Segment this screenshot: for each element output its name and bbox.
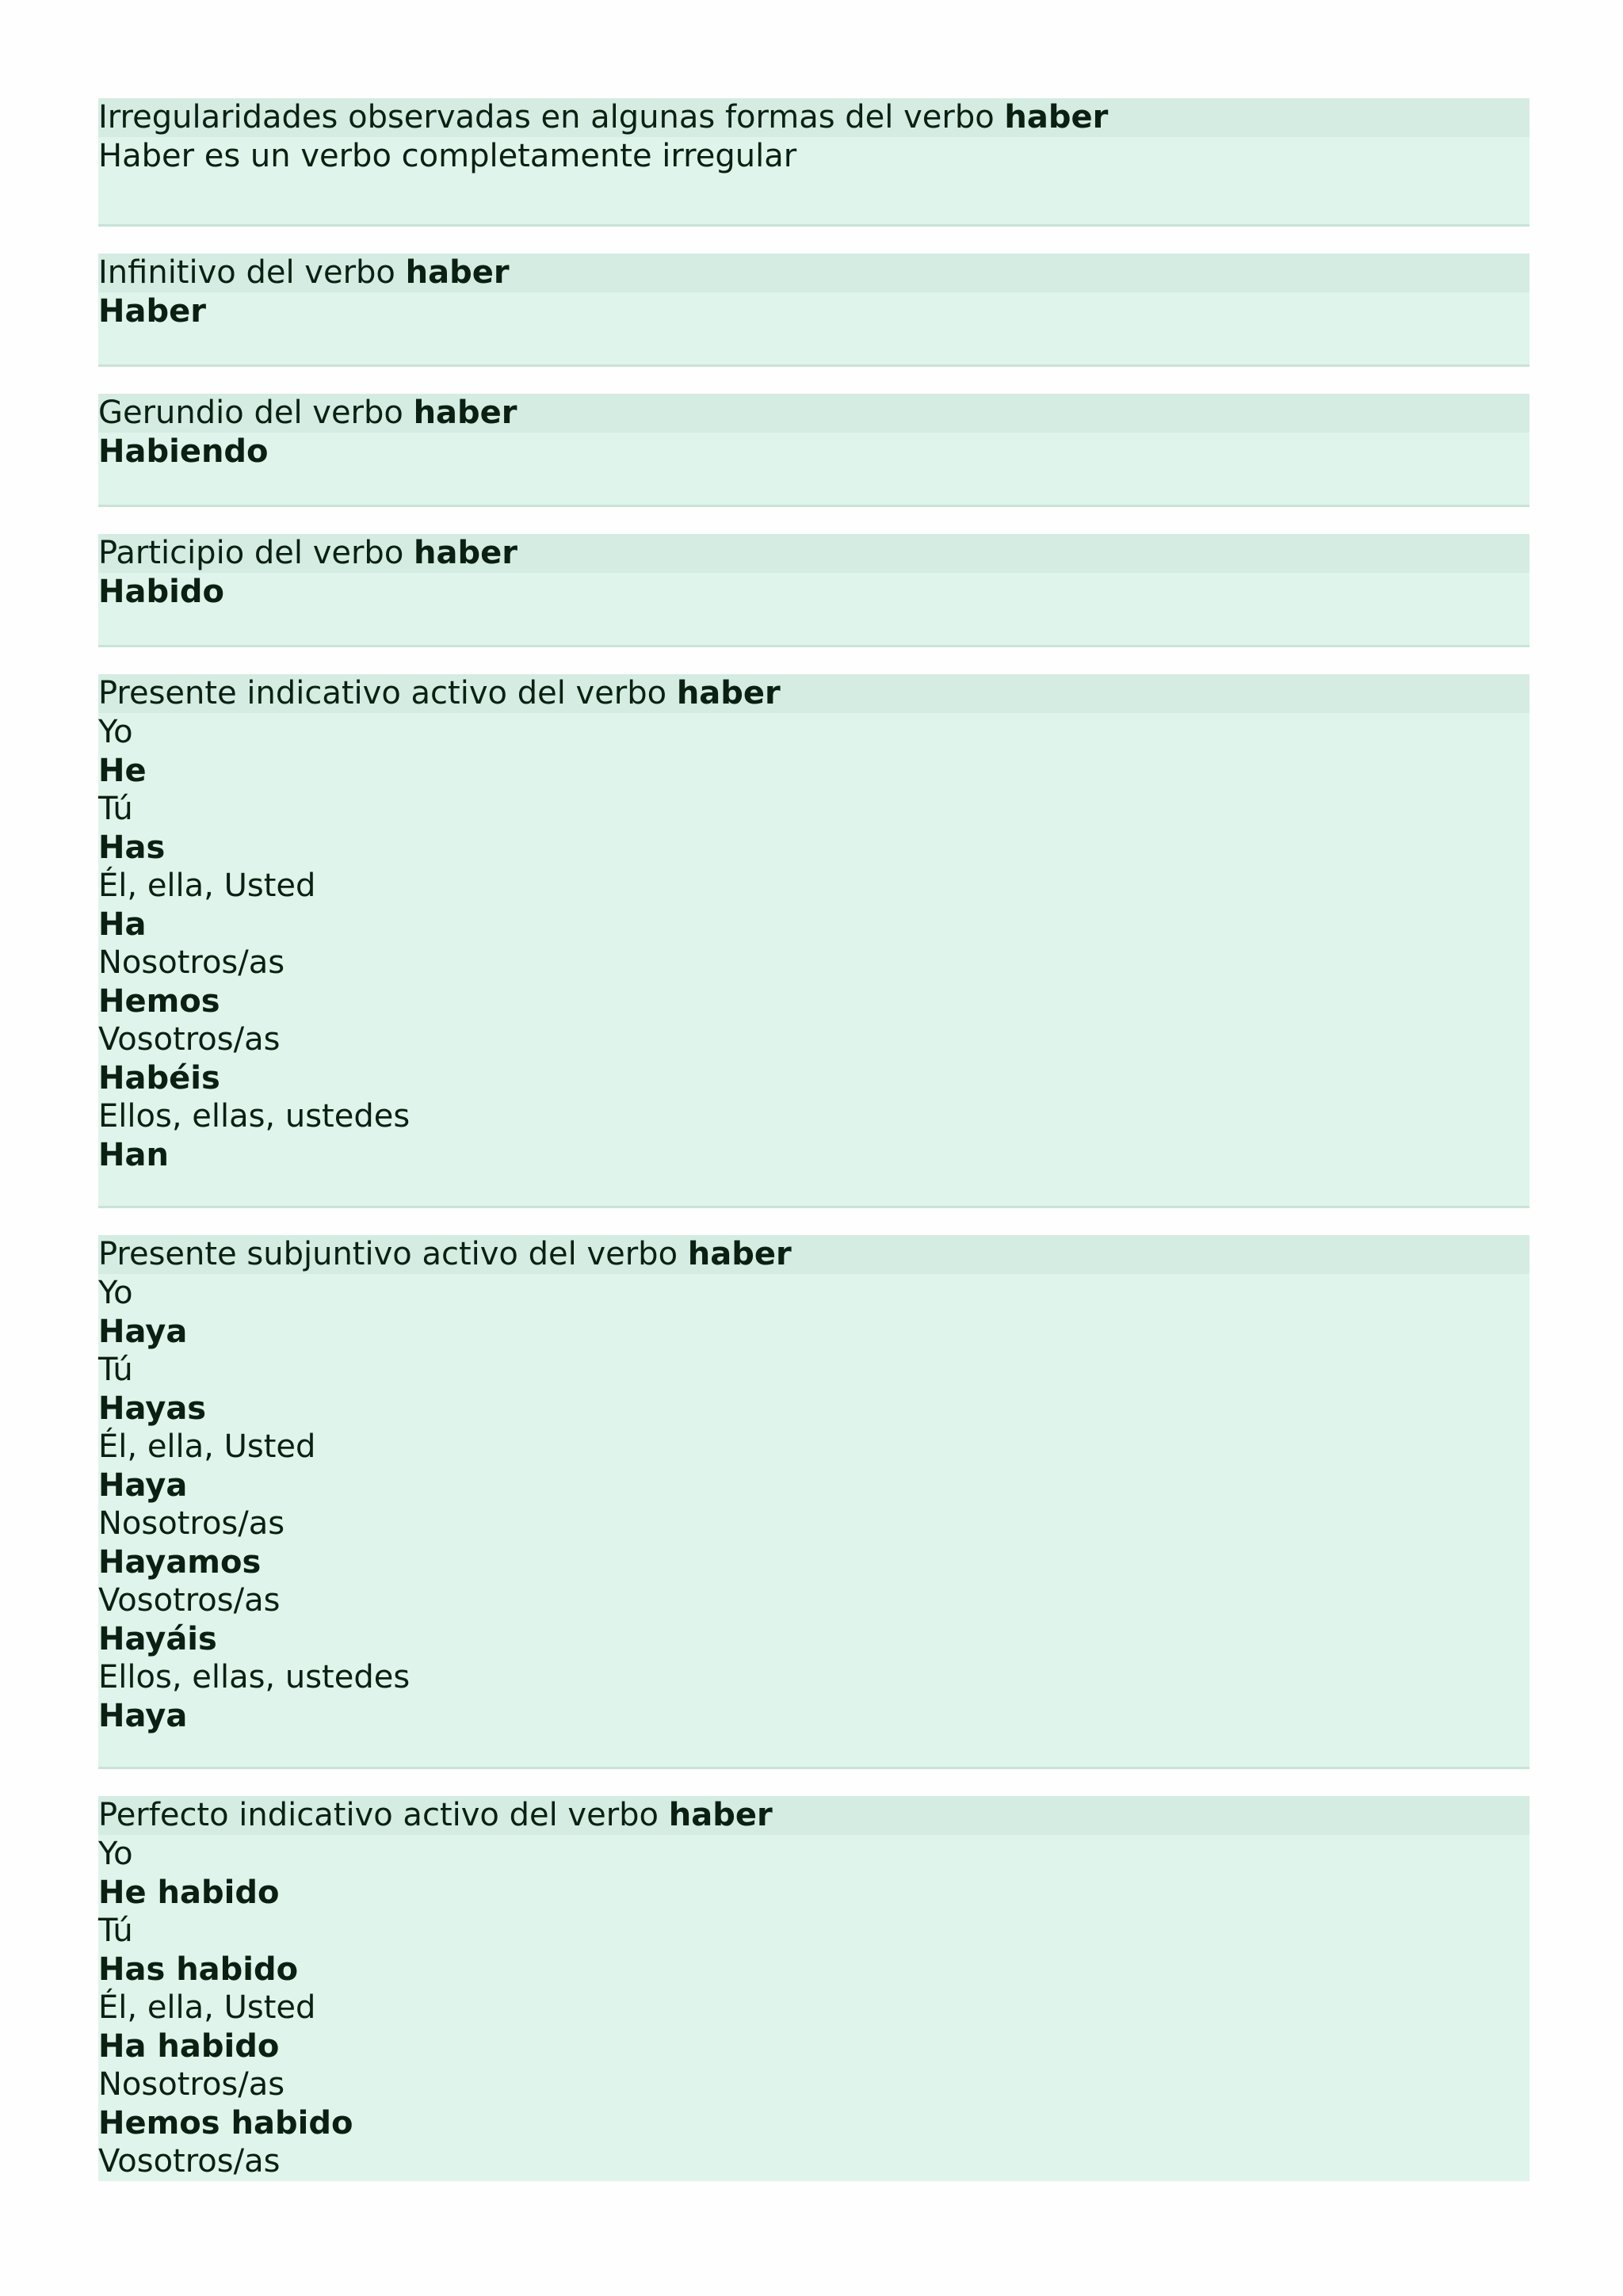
section-presente-indicativo xyxy=(98,674,1529,1208)
section-infinitivo xyxy=(98,254,1529,367)
pronoun-label: Nosotros/as xyxy=(98,944,285,981)
pronoun-label: Yo xyxy=(98,714,133,750)
section-header xyxy=(98,98,1529,137)
pronoun-label: Ellos, ellas, ustedes xyxy=(98,1098,411,1135)
section-header xyxy=(98,534,1529,573)
section-perfecto-indicativo xyxy=(98,1796,1529,2181)
verb-form: Hayas xyxy=(98,1390,207,1427)
pronoun-label: Tú xyxy=(98,1913,133,1949)
pronoun-label: Yo xyxy=(98,1275,133,1311)
verb-form: Han xyxy=(98,1136,169,1173)
section-irregularidades xyxy=(98,98,1529,227)
verb-name: haber xyxy=(687,1236,792,1272)
verb-name: haber xyxy=(413,395,517,431)
verb-form: Haya xyxy=(98,1697,188,1734)
section-header xyxy=(98,394,1529,433)
verb-form: Ha habido xyxy=(98,2027,280,2065)
section-line: Haber es un verbo completamente irregular xyxy=(98,138,797,174)
section-gerundio xyxy=(98,394,1529,507)
pronoun-label: Vosotros/as xyxy=(98,1582,281,1619)
section-title: Presente indicativo activo del verbo xyxy=(98,675,677,711)
verb-form: Hemos xyxy=(98,982,220,1020)
section-title: Presente subjuntivo activo del verbo xyxy=(98,1236,688,1272)
pronoun-label: Vosotros/as xyxy=(98,2143,281,2180)
section-title: Gerundio del verbo xyxy=(98,395,414,431)
verb-name: haber xyxy=(668,1797,773,1833)
verb-form: Hayamos xyxy=(98,1543,262,1581)
verb-form: Habiendo xyxy=(98,433,269,470)
section-participio xyxy=(98,534,1529,647)
verb-name: haber xyxy=(414,535,517,571)
pronoun-label: Tú xyxy=(98,791,133,827)
verb-form: Haya xyxy=(98,1466,188,1504)
verb-name: haber xyxy=(1004,99,1109,135)
section-header xyxy=(98,254,1529,292)
section-title: Infinitivo del verbo xyxy=(98,254,406,291)
section-title: Irregularidades observadas en algunas formas del verbo xyxy=(98,99,1005,135)
pronoun-label: Él, ella, Usted xyxy=(98,1989,316,2026)
section-title: Participio del verbo xyxy=(98,535,414,571)
verb-form: He habido xyxy=(98,1874,280,1911)
verb-name: haber xyxy=(676,675,781,711)
verb-form: Haber xyxy=(98,293,206,330)
verb-form: Habéis xyxy=(98,1059,220,1097)
verb-form: Haya xyxy=(98,1313,188,1350)
verb-form: Hayáis xyxy=(98,1620,217,1657)
section-header xyxy=(98,1796,1529,1835)
section-presente-subjuntivo xyxy=(98,1235,1529,1769)
pronoun-label: Ellos, ellas, ustedes xyxy=(98,1659,411,1695)
section-header xyxy=(98,1235,1529,1274)
section-title: Perfecto indicativo activo del verbo xyxy=(98,1797,669,1833)
pronoun-label: Nosotros/as xyxy=(98,2066,285,2103)
pronoun-label: Nosotros/as xyxy=(98,1505,285,1542)
pronoun-label: Él, ella, Usted xyxy=(98,868,316,904)
verb-name: haber xyxy=(405,254,510,291)
verb-form: Habido xyxy=(98,574,224,610)
pronoun-label: Yo xyxy=(98,1836,133,1872)
verb-form: Has xyxy=(98,829,166,866)
pronoun-label: Vosotros/as xyxy=(98,1021,281,1058)
verb-form: Hemos habido xyxy=(98,2104,353,2142)
verb-form: Ha xyxy=(98,906,147,943)
section-header xyxy=(98,674,1529,713)
verb-form: Has habido xyxy=(98,1951,299,1988)
verb-form: He xyxy=(98,752,147,789)
pronoun-label: Tú xyxy=(98,1352,133,1388)
pronoun-label: Él, ella, Usted xyxy=(98,1428,316,1465)
